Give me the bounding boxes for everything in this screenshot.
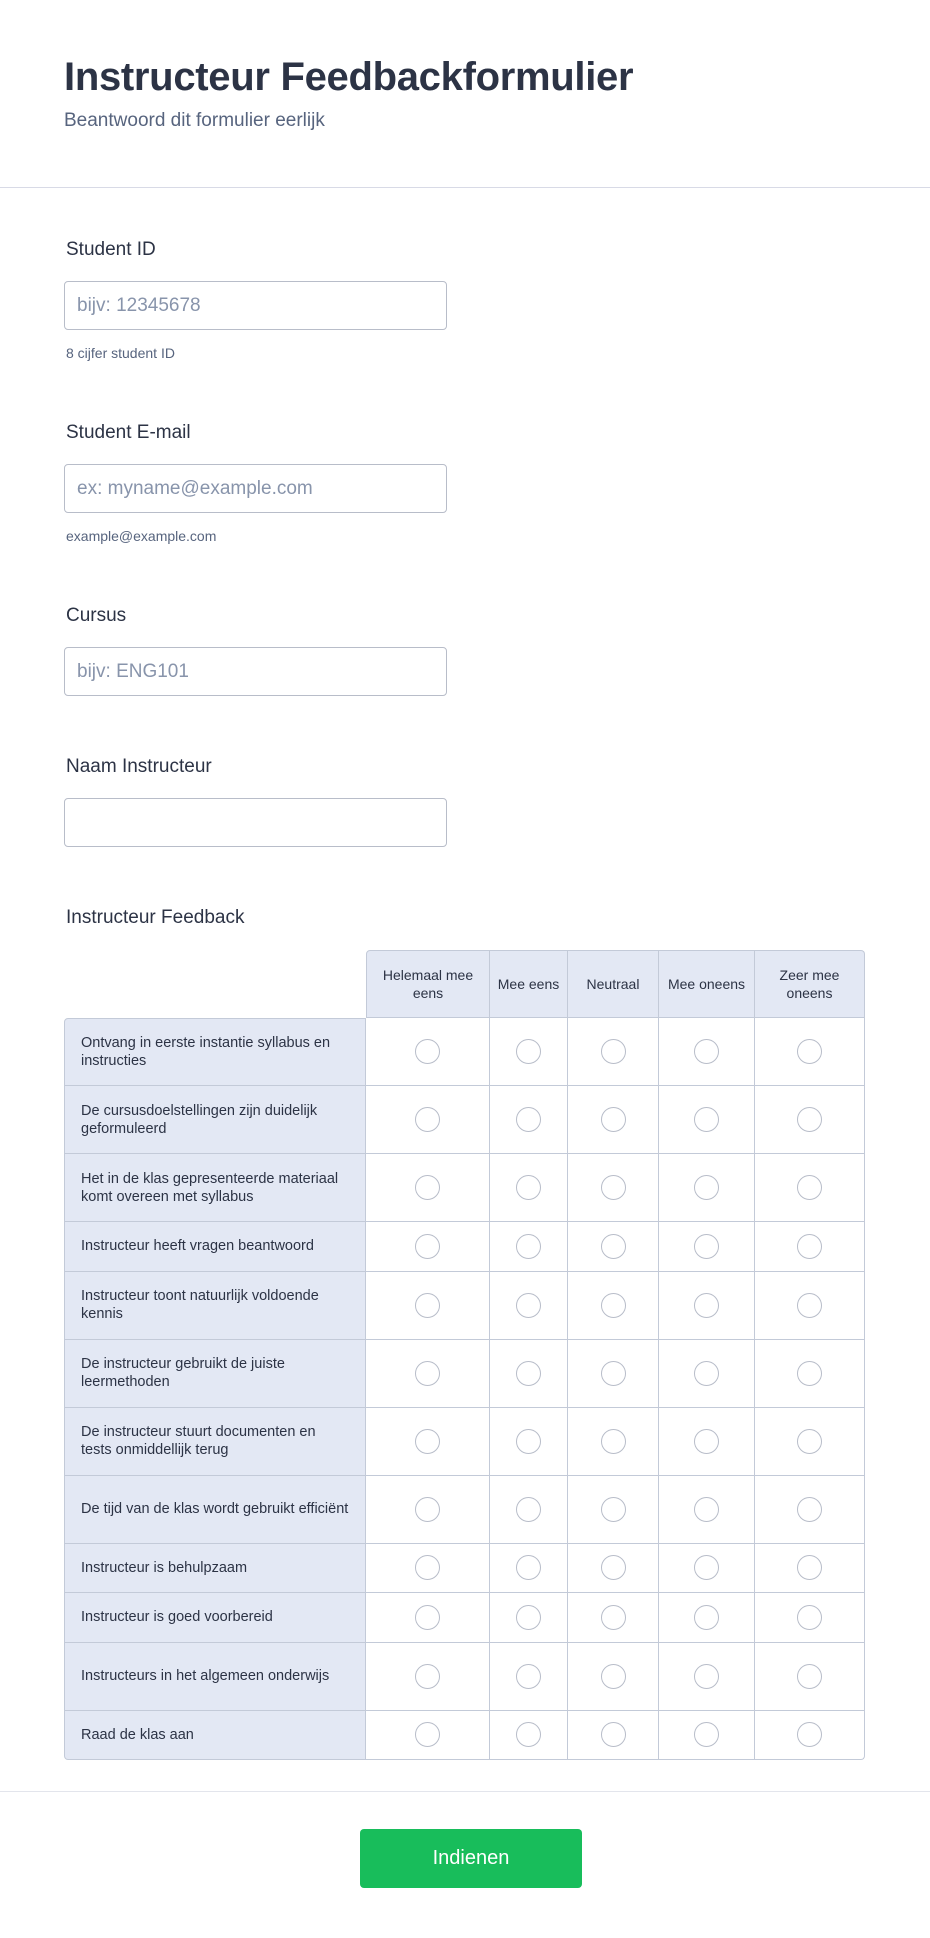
matrix-cell bbox=[568, 1272, 659, 1340]
matrix-cell bbox=[366, 1544, 490, 1594]
matrix-cell bbox=[366, 1340, 490, 1408]
matrix-cell bbox=[366, 1476, 490, 1544]
radio-button[interactable] bbox=[415, 1039, 440, 1064]
matrix-cell bbox=[659, 1593, 755, 1643]
matrix-cell bbox=[755, 1544, 865, 1594]
matrix-cell bbox=[490, 1593, 568, 1643]
email-help: example@example.com bbox=[66, 528, 217, 544]
matrix-cell bbox=[568, 1408, 659, 1476]
radio-button[interactable] bbox=[797, 1234, 822, 1259]
course-input[interactable] bbox=[64, 647, 447, 696]
radio-button[interactable] bbox=[415, 1107, 440, 1132]
matrix-column-header: Helemaal mee eens bbox=[366, 950, 490, 1018]
matrix-cell bbox=[490, 1222, 568, 1272]
matrix-cell bbox=[755, 1711, 865, 1761]
matrix-row-label: Instructeur toont natuurlijk voldoende kennis bbox=[64, 1272, 366, 1340]
radio-button[interactable] bbox=[694, 1234, 719, 1259]
radio-button[interactable] bbox=[694, 1497, 719, 1522]
feedback-matrix-label: Instructeur Feedback bbox=[66, 907, 245, 928]
radio-button[interactable] bbox=[601, 1605, 626, 1630]
matrix-cell bbox=[490, 1272, 568, 1340]
radio-button[interactable] bbox=[516, 1361, 541, 1386]
radio-button[interactable] bbox=[694, 1605, 719, 1630]
matrix-cell bbox=[755, 1593, 865, 1643]
matrix-cell bbox=[659, 1408, 755, 1476]
radio-button[interactable] bbox=[415, 1555, 440, 1580]
matrix-cell bbox=[659, 1272, 755, 1340]
radio-button[interactable] bbox=[516, 1429, 541, 1454]
matrix-row-label: De tijd van de klas wordt gebruikt efficiënt bbox=[64, 1476, 366, 1544]
radio-button[interactable] bbox=[797, 1175, 822, 1200]
form-title: Instructeur Feedbackformulier bbox=[64, 55, 634, 99]
matrix-cell bbox=[659, 1340, 755, 1408]
radio-button[interactable] bbox=[601, 1555, 626, 1580]
matrix-cell bbox=[568, 1544, 659, 1594]
radio-button[interactable] bbox=[516, 1107, 541, 1132]
matrix-row-label: De instructeur gebruikt de juiste leermethoden bbox=[64, 1340, 366, 1408]
radio-button[interactable] bbox=[516, 1555, 541, 1580]
matrix-column-header: Mee eens bbox=[490, 950, 568, 1018]
matrix-row-label: Ontvang in eerste instantie syllabus en instructies bbox=[64, 1018, 366, 1086]
matrix-cell bbox=[490, 1086, 568, 1154]
matrix-row bbox=[64, 1476, 865, 1544]
matrix-row-label: Het in de klas gepresenteerde materiaal komt overeen met syllabus bbox=[64, 1154, 366, 1222]
radio-button[interactable] bbox=[601, 1175, 626, 1200]
radio-button[interactable] bbox=[797, 1497, 822, 1522]
matrix-cell bbox=[366, 1154, 490, 1222]
student-id-label: Student ID bbox=[66, 239, 156, 260]
matrix-cell bbox=[755, 1272, 865, 1340]
matrix-cell bbox=[755, 1086, 865, 1154]
matrix-cell bbox=[659, 1544, 755, 1594]
radio-button[interactable] bbox=[694, 1722, 719, 1747]
instructor-name-input[interactable] bbox=[64, 798, 447, 847]
radio-button[interactable] bbox=[797, 1664, 822, 1689]
radio-button[interactable] bbox=[797, 1039, 822, 1064]
radio-button[interactable] bbox=[415, 1234, 440, 1259]
radio-button[interactable] bbox=[797, 1722, 822, 1747]
radio-button[interactable] bbox=[797, 1605, 822, 1630]
matrix-cell bbox=[659, 1086, 755, 1154]
radio-button[interactable] bbox=[601, 1039, 626, 1064]
radio-button[interactable] bbox=[797, 1361, 822, 1386]
matrix-cell bbox=[568, 1711, 659, 1761]
radio-button[interactable] bbox=[415, 1429, 440, 1454]
matrix-row-label: De instructeur stuurt documenten en tests onmiddellijk terug bbox=[64, 1408, 366, 1476]
radio-button[interactable] bbox=[601, 1234, 626, 1259]
radio-button[interactable] bbox=[694, 1175, 719, 1200]
matrix-row bbox=[64, 1086, 865, 1154]
matrix-cell bbox=[490, 1476, 568, 1544]
matrix-cell bbox=[659, 1711, 755, 1761]
radio-button[interactable] bbox=[601, 1107, 626, 1132]
matrix-cell bbox=[568, 1222, 659, 1272]
matrix-cell bbox=[755, 1154, 865, 1222]
radio-button[interactable] bbox=[415, 1361, 440, 1386]
matrix-cell bbox=[366, 1018, 490, 1086]
matrix-row bbox=[64, 1711, 865, 1761]
radio-button[interactable] bbox=[516, 1039, 541, 1064]
matrix-corner bbox=[64, 950, 366, 1018]
matrix-row-label: Instructeur heeft vragen beantwoord bbox=[64, 1222, 366, 1272]
matrix-cell bbox=[366, 1643, 490, 1711]
matrix-cell bbox=[568, 1643, 659, 1711]
feedback-matrix bbox=[64, 950, 865, 1760]
student-id-input[interactable] bbox=[64, 281, 447, 330]
radio-button[interactable] bbox=[415, 1722, 440, 1747]
radio-button[interactable] bbox=[694, 1555, 719, 1580]
matrix-cell bbox=[568, 1086, 659, 1154]
matrix-cell bbox=[568, 1340, 659, 1408]
radio-button[interactable] bbox=[415, 1605, 440, 1630]
form-subtitle: Beantwoord dit formulier eerlijk bbox=[64, 110, 325, 131]
radio-button[interactable] bbox=[601, 1664, 626, 1689]
matrix-cell bbox=[755, 1018, 865, 1086]
radio-button[interactable] bbox=[516, 1175, 541, 1200]
matrix-row bbox=[64, 1222, 865, 1272]
radio-button[interactable] bbox=[516, 1722, 541, 1747]
matrix-row bbox=[64, 1643, 865, 1711]
footer-divider bbox=[0, 1791, 930, 1792]
course-label: Cursus bbox=[66, 605, 127, 626]
matrix-row-label: De cursusdoelstellingen zijn duidelijk geformuleerd bbox=[64, 1086, 366, 1154]
matrix-cell bbox=[659, 1643, 755, 1711]
matrix-row bbox=[64, 1544, 865, 1594]
radio-button[interactable] bbox=[516, 1293, 541, 1318]
radio-button[interactable] bbox=[797, 1107, 822, 1132]
matrix-cell bbox=[490, 1018, 568, 1086]
radio-button[interactable] bbox=[415, 1175, 440, 1200]
matrix-cell bbox=[659, 1018, 755, 1086]
matrix-cell bbox=[366, 1086, 490, 1154]
student-id-help: 8 cijfer student ID bbox=[66, 345, 175, 361]
matrix-cell bbox=[366, 1711, 490, 1761]
matrix-cell bbox=[490, 1711, 568, 1761]
radio-button[interactable] bbox=[601, 1722, 626, 1747]
matrix-cell bbox=[568, 1593, 659, 1643]
matrix-row-label: Instructeur is behulpzaam bbox=[64, 1544, 366, 1594]
matrix-cell bbox=[366, 1272, 490, 1340]
matrix-row bbox=[64, 1593, 865, 1643]
matrix-cell bbox=[568, 1476, 659, 1544]
email-label: Student E-mail bbox=[66, 422, 191, 443]
matrix-row bbox=[64, 1018, 865, 1086]
radio-button[interactable] bbox=[601, 1429, 626, 1454]
matrix-column-header: Neutraal bbox=[568, 950, 659, 1018]
radio-button[interactable] bbox=[601, 1497, 626, 1522]
radio-button[interactable] bbox=[415, 1293, 440, 1318]
matrix-row bbox=[64, 1340, 865, 1408]
matrix-cell bbox=[755, 1340, 865, 1408]
radio-button[interactable] bbox=[694, 1361, 719, 1386]
matrix-cell bbox=[490, 1340, 568, 1408]
matrix-row bbox=[64, 1408, 865, 1476]
radio-button[interactable] bbox=[516, 1664, 541, 1689]
radio-button[interactable] bbox=[516, 1605, 541, 1630]
radio-button[interactable] bbox=[516, 1234, 541, 1259]
matrix-cell bbox=[366, 1222, 490, 1272]
matrix-cell bbox=[755, 1476, 865, 1544]
matrix-row bbox=[64, 1154, 865, 1222]
radio-button[interactable] bbox=[694, 1429, 719, 1454]
radio-button[interactable] bbox=[797, 1429, 822, 1454]
radio-button[interactable] bbox=[694, 1039, 719, 1064]
matrix-cell bbox=[659, 1222, 755, 1272]
matrix-row-label: Instructeurs in het algemeen onderwijs bbox=[64, 1643, 366, 1711]
matrix-row-label: Instructeur is goed voorbereid bbox=[64, 1593, 366, 1643]
email-input[interactable] bbox=[64, 464, 447, 513]
radio-button[interactable] bbox=[694, 1664, 719, 1689]
matrix-cell bbox=[755, 1643, 865, 1711]
matrix-cell bbox=[490, 1544, 568, 1594]
matrix-row-label: Raad de klas aan bbox=[64, 1711, 366, 1761]
matrix-cell bbox=[659, 1476, 755, 1544]
radio-button[interactable] bbox=[415, 1497, 440, 1522]
radio-button[interactable] bbox=[601, 1293, 626, 1318]
form-header bbox=[0, 0, 930, 188]
matrix-cell bbox=[490, 1408, 568, 1476]
matrix-cell bbox=[755, 1222, 865, 1272]
matrix-column-header: Mee oneens bbox=[659, 950, 755, 1018]
matrix-column-header: Zeer mee oneens bbox=[755, 950, 865, 1018]
matrix-cell bbox=[490, 1154, 568, 1222]
matrix-cell bbox=[366, 1593, 490, 1643]
matrix-cell bbox=[366, 1408, 490, 1476]
instructor-name-label: Naam Instructeur bbox=[66, 756, 212, 777]
matrix-cell bbox=[755, 1408, 865, 1476]
matrix-cell bbox=[568, 1154, 659, 1222]
radio-button[interactable] bbox=[415, 1664, 440, 1689]
matrix-cell bbox=[659, 1154, 755, 1222]
radio-button[interactable] bbox=[797, 1293, 822, 1318]
radio-button[interactable] bbox=[797, 1555, 822, 1580]
radio-button[interactable] bbox=[694, 1293, 719, 1318]
submit-button[interactable]: Indienen bbox=[360, 1829, 582, 1888]
matrix-cell bbox=[568, 1018, 659, 1086]
radio-button[interactable] bbox=[516, 1497, 541, 1522]
matrix-cell bbox=[490, 1643, 568, 1711]
radio-button[interactable] bbox=[694, 1107, 719, 1132]
radio-button[interactable] bbox=[601, 1361, 626, 1386]
matrix-row bbox=[64, 1272, 865, 1340]
